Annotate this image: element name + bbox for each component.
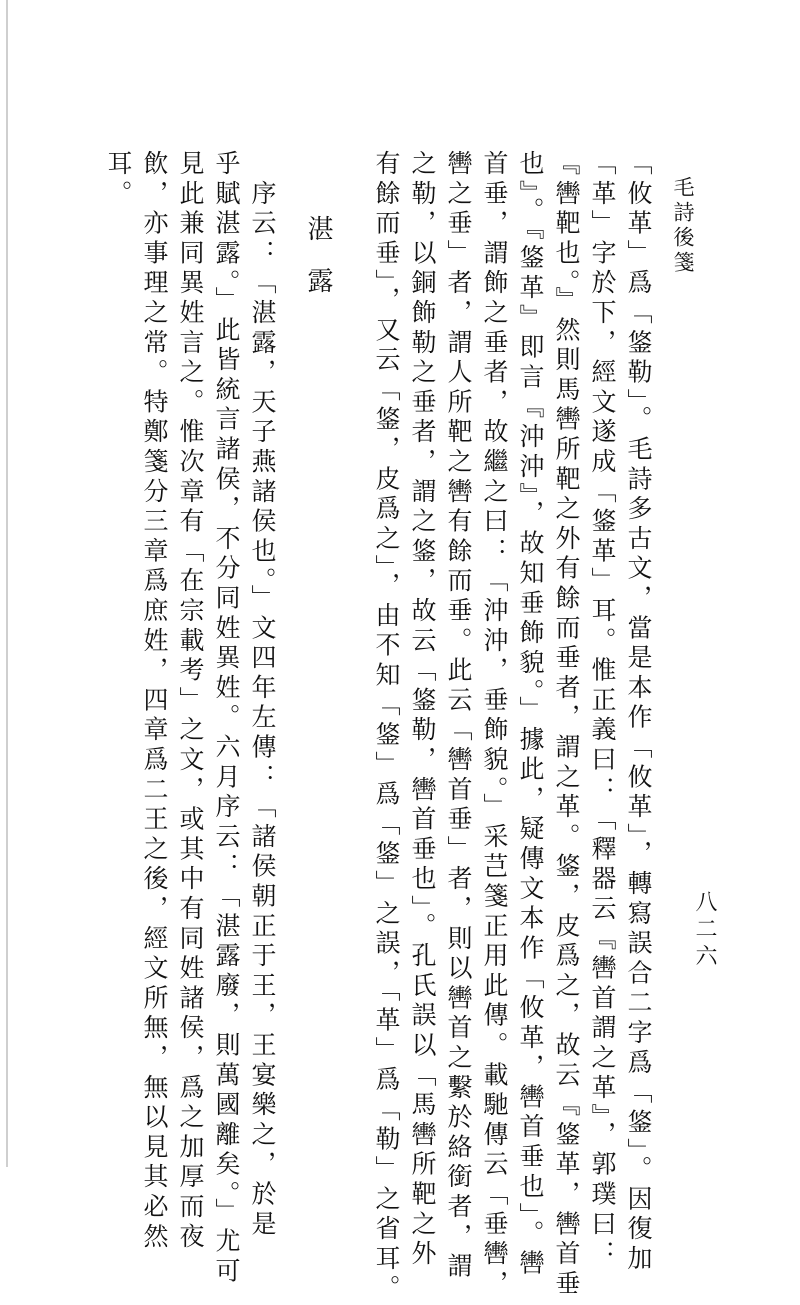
text-column-7: 之勒，以銅飾勒之垂者，謂之鋚，故云「鋚勒，轡首垂也」。孔氏誤以「馬轡所靶之外 bbox=[408, 150, 437, 1270]
section-body-column-3: 見此兼同異姓言之。惟次章有「在宗載考」之文，或其中有同姓諸侯，爲之加厚而夜 bbox=[176, 150, 205, 1253]
section-body-column-2: 乎賦湛露。」此皆統言諸侯，不分同姓異姓。六月序云：「湛露廢，則萬國離矣。」尤可 bbox=[212, 150, 241, 1288]
page-number: 八二六 bbox=[692, 890, 717, 971]
section-body-column-5: 耳。 bbox=[104, 150, 133, 210]
text-column-1: 「攸革」爲「鋚勒」。毛詩多古文，當是本作「攸革」，轉寫誤合二字爲「鋚」。因復加 bbox=[624, 150, 653, 1275]
text-column-2: 「革」字於下，經文遂成「鋚革」耳。惟正義曰：「釋器云『轡首謂之革』，郭璞曰： bbox=[588, 150, 617, 1270]
text-column-3: 『轡靶也。』然則馬轡所靶之外有餘而垂者，謂之革。鋚，皮爲之，故云『鋚革，轡首垂 bbox=[552, 150, 581, 1300]
section-title: 湛露 bbox=[303, 215, 333, 319]
text-column-6: 轡之垂」者，謂人所靶之轡有餘而垂。此云「轡首垂」者，則以轡首之繫於絡銜者，謂 bbox=[444, 150, 473, 1283]
text-column-4: 也』。『鋚革』即言『沖沖』，故知垂飾貌。」據此，疑傳文本作「攸革，轡首垂也」。轡 bbox=[516, 150, 545, 1280]
section-body-column-1: 序云：「湛露，天子燕諸侯也。」文四年左傳：「諸侯朝正于王，王宴樂之，於是 bbox=[248, 150, 277, 1241]
text-column-5: 首垂，謂飾之垂者，故繼之曰：「沖沖，垂飾貌。」采芑箋正用此傳。載馳傳云「垂轡， bbox=[480, 150, 509, 1300]
page-edge-rule bbox=[6, 0, 8, 1167]
section-body-column-4: 飲，亦事理之常。特鄭箋分三章爲庶姓，四章爲二王之後，經文所無，無以見其必然 bbox=[140, 150, 169, 1253]
text-column-8: 有餘而垂」，又云「鋚，皮爲之」，由不知「鋚」爲「鋚」之誤，「革」爲「勒」之省耳。 bbox=[372, 150, 401, 1305]
running-header-title: 毛詩後箋 bbox=[671, 176, 695, 276]
